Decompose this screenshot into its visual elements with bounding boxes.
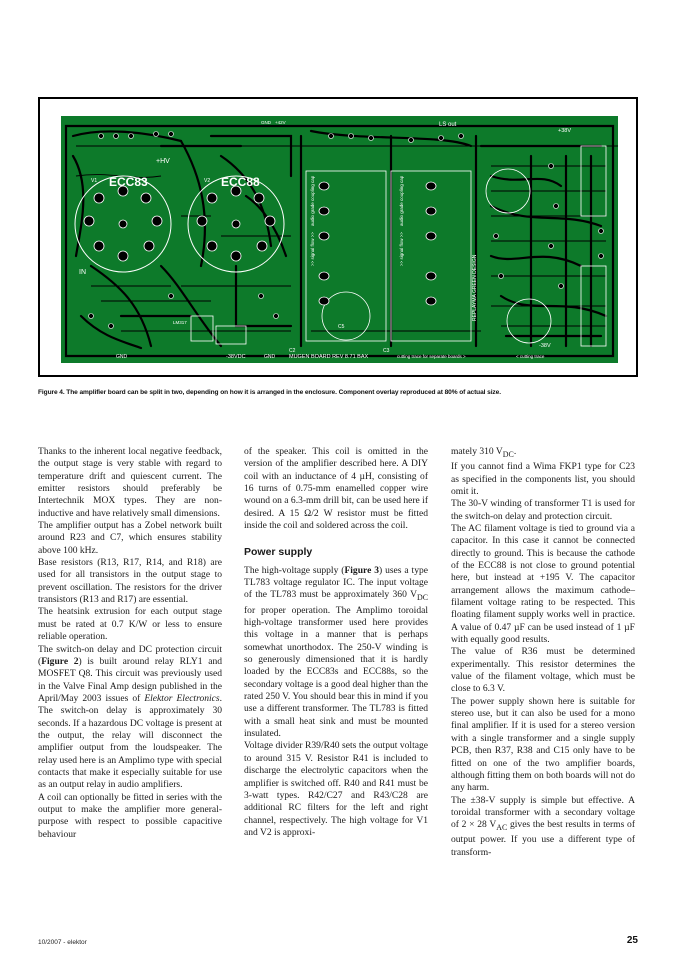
label-audio-cap-1: audio grade coupling cap xyxy=(310,175,315,226)
text-column-1 xyxy=(38,446,222,841)
paragraph: The heatsink extrusion for each output stage must be rated at 0.7 K/W or less to ensure reliable operation. xyxy=(38,606,222,643)
text-run: mately 310 V xyxy=(451,446,503,457)
label-in: IN xyxy=(79,269,86,276)
label-plus38: +38V xyxy=(558,128,571,134)
paragraph: The power supply shown here is suitable for stereo use, but it can also be used for a mono final amplifier. If it is used for a stereo version with a single transformer and a single supply PCB, then R37, R38 and C15 only have to be fitted on one of the two amplifier boards, although fitting them on both boards will not do any harm. xyxy=(451,695,635,794)
figure-caption: Figure 4. The amplifier board can be split in two, depending on how it is arranged in the enclosure. Component overlay reproduced at 80% of actual size. xyxy=(38,389,501,396)
text-run: . The switch-on delay is approximately 30 seconds. If a hazardous DC voltage is present at the output, the relay will disconnect the amplifier output from the loudspeaker. The relay used here is an Amplimo type with special contacts that make it especially suitable for use as an output relay in audio amplifiers. xyxy=(38,692,222,791)
paragraph: Base resistors (R13, R17, R14, and R18) are used for all transistors in the output stage to prevent oscillation. The resistors for the driver transistors (R13 and R17) are essential. xyxy=(38,557,222,606)
figure-ref: Figure 2 xyxy=(41,655,79,667)
subscript: DC xyxy=(502,449,514,459)
publication-name: Elektor Electronics xyxy=(144,692,220,704)
pcb-artwork xyxy=(61,116,618,363)
figure-frame xyxy=(38,97,638,377)
page-number: 25 xyxy=(626,935,638,946)
paragraph: of the speaker. This coil is omitted in the version of the amplifier described here. A DIY coil with an inductance of 4 µH, consisting of 16 turns of 0.75-mm enamelled copper wire wound on a 6.3-mm drill bit, can be used here if desired. A 15 Ω/2 W resistor must be fitted inside the coil and soldered across the coil. xyxy=(244,446,428,532)
paragraph: The value of R36 must be determined experimentally. This resistor determines the value of the filament voltage, which must be close to 6.3 V. xyxy=(451,646,635,695)
paragraph: A coil can optionally be fitted in series with the output to make the amplifier more general-purpose with respect to possible capacitive behaviour xyxy=(38,791,222,840)
text-run: The high-voltage supply ( xyxy=(244,564,345,576)
subscript: DC xyxy=(416,593,428,603)
label-ecc83: ECC83 xyxy=(109,175,148,189)
text-run: ) is built around relay RLY1 and MOSFET Q8. This circuit was previously used in the Valve Final Amp design published in the April/May 2003 issues of xyxy=(38,655,222,704)
label-gnd-left: GND xyxy=(116,354,128,360)
text-run: . xyxy=(513,446,517,457)
label-signal-flow-2: >> signal flow >> xyxy=(399,231,404,266)
section-heading: Power supply xyxy=(244,546,313,559)
pcb-layout-image xyxy=(61,116,618,363)
paragraph: The amplifier output has a Zobel network built around R23 and C7, which ensures stability above 100 kHz. xyxy=(38,520,222,556)
label-minus38: -38V xyxy=(539,343,551,349)
text-column-2 xyxy=(244,446,428,839)
text-run: The ±38-V supply is simple but effective. A toroidal transformer with a secondary voltage of 2 × 28 V xyxy=(451,794,635,831)
paragraph: Thanks to the inherent local negative feedback, the output stage is very stable with regard to temperature drift and quiescent current. The emitter resistors should preferably be Intertechnik MOX types. They are non-inductive and have relatively small dimensions. xyxy=(38,446,222,519)
label-signal-flow-1: >> signal flow >> xyxy=(310,231,315,266)
text-run: gives the best results in terms of output power. If you use a different type of transform- xyxy=(451,819,635,858)
label-minus38-bottom: -38VDC xyxy=(226,354,246,360)
paragraph xyxy=(244,565,428,741)
text-run: The switch-on delay and DC protection circuit ( xyxy=(38,643,222,667)
label-audio-cap-2: audio grade coupling cap xyxy=(399,175,404,226)
paragraph: The 30-V winding of transformer T1 is used for the switch-on delay and protection circuit. xyxy=(451,498,635,522)
label-c5: C5 xyxy=(338,324,345,330)
figure-ref: Figure 3 xyxy=(344,564,379,576)
text-run: for proper operation. The Amplimo toroidal high-voltage transformer used here provides this voltage in a manner that is perhaps somewhat unorthodox. The 250-V winding is so generously dimensioned that it is hardly loaded by the ECC83s and ECC88s, so the secondary voltage is a good deal higher than the rated 250 V. You should bear this in mind if you use a different transformer. The TL783 is fitted with a small heat sink and must be mounted insulated. xyxy=(244,604,428,740)
label-cutting-trace: cutting trace for separate boards > xyxy=(397,354,466,359)
label-lm317: LM317 xyxy=(173,320,187,325)
text-column-3 xyxy=(451,446,635,859)
paragraph: The AC filament voltage is tied to ground via a capacitor. In this case it cannot be connected directly to ground. This is because the cathode of the ECC88 is not close to ground potential here, but instead at +195 V. The capacitor arrangement allows the maximum cathode–filament voltage rating to be respected. This floating filament supply works well in practice. A value of 0.47 µF can be used instead of 1 µF with equally good results. xyxy=(451,522,635,646)
paragraph xyxy=(451,795,635,860)
label-ls-out: LS out xyxy=(439,122,457,128)
label-relay-text: REPLAYMA GREEN DESIGN xyxy=(472,254,478,321)
footer-issue: 10/2007 - elektor xyxy=(38,939,87,946)
subscript: AC xyxy=(496,823,508,833)
label-v1: V1 xyxy=(91,178,98,184)
label-c3: C3 xyxy=(383,348,390,354)
label-hv: +HV xyxy=(156,158,170,165)
label-v2: V2 xyxy=(204,178,211,184)
label-board-rev: MUGEN BOARD REV 8.71 BAX xyxy=(289,354,369,360)
label-ecc88: ECC88 xyxy=(221,175,260,189)
paragraph: If you cannot find a Wima FKP1 type for C23 as specified in the components list, you should omit it. xyxy=(451,461,635,497)
label-plus42v: +42V xyxy=(275,120,286,125)
label-gnd-bottom: GND xyxy=(264,354,276,360)
label-cutting-trace-2: < cutting trace xyxy=(516,354,545,359)
label-gnd-top: GND xyxy=(261,120,271,125)
paragraph xyxy=(38,644,222,792)
text-run: ) uses a type TL783 voltage regulator IC. The input voltage of the TL783 must be approximately 360 V xyxy=(244,564,428,601)
paragraph xyxy=(451,446,635,461)
label-c2: C2 xyxy=(289,348,296,354)
paragraph: Voltage divider R39/R40 sets the output voltage to around 315 V. Resistor R41 is included to discharge the electrolytic capacitors when the amplifier is switched off. R40 and R41 must be 3-watt types. R42/C27 and R43/C28 are additional RC filters for the left and right channel, respectively. The high voltage for V1 and V2 is approxi- xyxy=(244,740,428,838)
